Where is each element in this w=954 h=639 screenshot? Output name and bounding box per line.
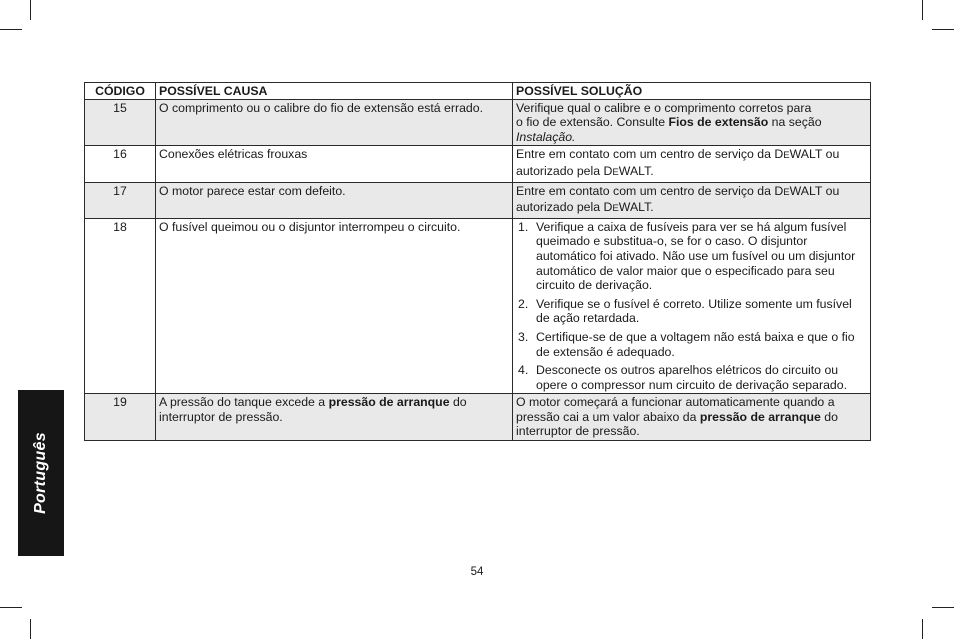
solution-text: O motor começará a funcionar automaticamente quando a pressão cai a um valor abaixo da	[516, 395, 835, 424]
table-row	[85, 99, 871, 146]
step-text: Desconecte os outros aparelhos elétricos do circuito ou opere o compressor num circuito de derivação separado.	[536, 363, 848, 392]
cause-emphasis: pressão de arranque	[328, 395, 450, 410]
row-solution	[513, 99, 871, 146]
step-number: 3.	[518, 329, 529, 344]
step-text: Verifique se o fusível é correto. Utilize somente um fusível de ação retardada.	[536, 296, 852, 326]
step-number: 1.	[518, 219, 529, 234]
row-solution	[513, 146, 871, 182]
row-code: 18	[85, 218, 156, 394]
crop-mark-top-right-horizontal	[932, 29, 954, 30]
step-text: Verifique a caixa de fusíveis para ver se há algum fusível queimado e substitua-o, se for o caso. O disjuntor automático foi ativado. Não use um fusível ou um disjuntor automático de valor maior que o especificado para seu circuito de derivação.	[536, 219, 856, 293]
solution-text: autorizado pela D	[516, 163, 613, 178]
solution-steps-list	[516, 220, 867, 393]
crop-mark-bottom-left-vertical	[30, 619, 31, 639]
troubleshooting-table	[84, 82, 871, 441]
row-code: 19	[85, 394, 156, 441]
solution-text: Verifique qual o calibre e o comprimento corretos para	[516, 100, 812, 115]
step-number: 2.	[518, 296, 529, 311]
brand-small-cap: E	[612, 166, 619, 178]
header-solution: POSSÍVEL SOLUÇÃO	[513, 83, 871, 100]
cause-text: A pressão do tanque excede a	[159, 395, 329, 410]
row-cause: O fusível queimou ou o disjuntor interrompeu o circuito.	[156, 218, 513, 394]
list-item	[516, 330, 867, 359]
solution-text: do interruptor de pressão.	[516, 409, 838, 439]
crop-mark-top-left-horizontal	[0, 29, 22, 30]
step-text: Certifique-se de que a voltagem não está baixa e que o fio de extensão é adequado.	[536, 329, 855, 359]
brand-small-cap: E	[783, 186, 790, 198]
language-label: Português	[32, 432, 49, 514]
language-side-tab	[18, 390, 64, 556]
solution-text: Entre em contato com um centro de serviço da D	[516, 183, 784, 198]
table-row	[85, 182, 871, 218]
brand-small-cap: E	[783, 150, 790, 162]
crop-mark-bottom-right-horizontal	[932, 607, 954, 608]
row-code: 17	[85, 182, 156, 218]
table-row	[85, 146, 871, 182]
solution-text: WALT ou	[789, 183, 840, 198]
solution-text: o fio de extensão. Consulte	[516, 115, 669, 130]
list-item	[516, 297, 867, 326]
brand-small-cap: E	[612, 203, 619, 215]
row-solution	[513, 218, 871, 394]
crop-mark-top-left-vertical	[30, 0, 31, 20]
crop-mark-top-right-vertical	[922, 0, 923, 20]
solution-text: WALT.	[618, 163, 654, 178]
row-cause: O comprimento ou o calibre do fio de extensão está errado.	[156, 99, 513, 146]
solution-emphasis: Fios de extensão	[668, 115, 769, 130]
list-item	[516, 220, 867, 293]
page-number: 54	[470, 566, 484, 578]
solution-text: Entre em contato com um centro de serviço da D	[516, 147, 784, 162]
header-code: CÓDIGO	[85, 83, 156, 100]
cause-text: do interruptor de pressão.	[159, 395, 467, 424]
solution-text: autorizado pela D	[516, 200, 613, 215]
solution-emphasis: pressão de arranque	[699, 409, 821, 424]
solution-text: na seção	[768, 115, 822, 130]
solution-text: WALT ou	[789, 147, 840, 162]
header-cause: POSSÍVEL CAUSA	[156, 83, 513, 100]
row-code: 15	[85, 99, 156, 146]
solution-text: WALT.	[618, 200, 654, 215]
table-row	[85, 394, 871, 441]
solution-section-ref: Instalação.	[516, 129, 576, 144]
table-header-row	[85, 83, 871, 100]
crop-mark-bottom-right-vertical	[922, 619, 923, 639]
row-solution	[513, 182, 871, 218]
row-cause	[156, 394, 513, 441]
list-item	[516, 363, 867, 392]
crop-mark-bottom-left-horizontal	[0, 607, 22, 608]
table-row	[85, 218, 871, 394]
row-cause: O motor parece estar com defeito.	[156, 182, 513, 218]
row-code: 16	[85, 146, 156, 182]
row-solution	[513, 394, 871, 441]
step-number: 4.	[518, 363, 529, 378]
row-cause: Conexões elétricas frouxas	[156, 146, 513, 182]
